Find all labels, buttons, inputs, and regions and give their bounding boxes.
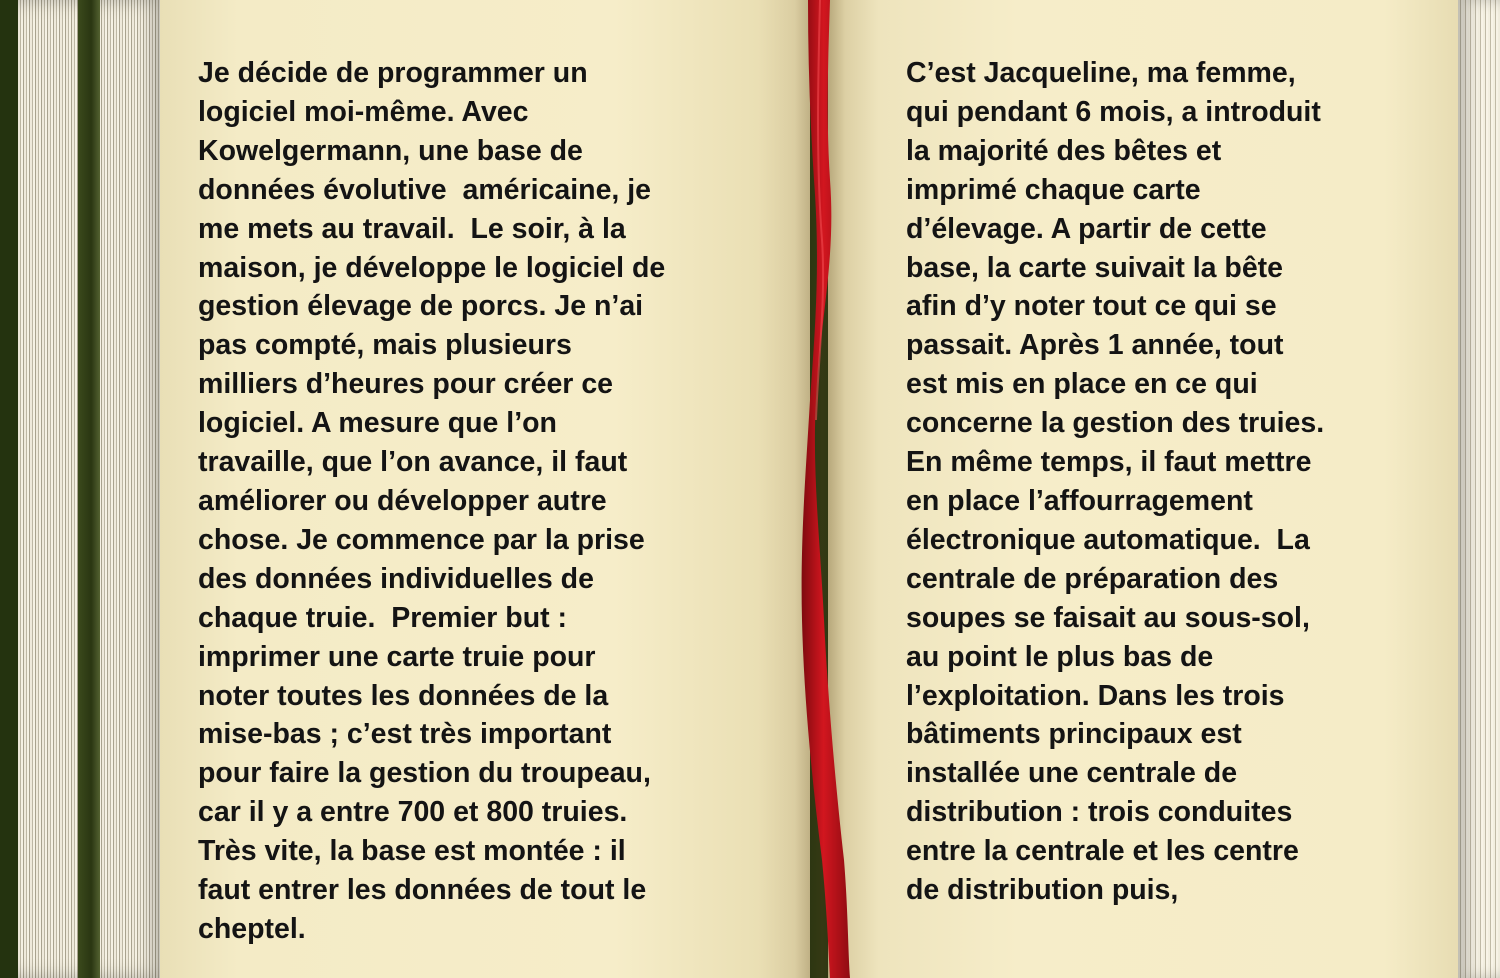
left-cover-gap <box>78 0 100 978</box>
left-text-line: imprimer une carte truie pour <box>198 640 596 673</box>
right-text-line: entre la centrale et les centre <box>906 835 1299 868</box>
right-text-line: base, la carte suivait la bête <box>906 251 1284 284</box>
left-text-line: Très vite, la base est montée : il <box>198 835 626 868</box>
left-text-line: cheptel. <box>198 912 306 945</box>
left-text-line: mise-bas ; c’est très important <box>198 718 612 751</box>
right-text-line: distribution : trois conduites <box>906 796 1293 829</box>
right-text-line: qui pendant 6 mois, a introduit <box>906 95 1321 128</box>
right-page-stack <box>1458 0 1500 978</box>
right-text-line: est mis en place en ce qui <box>906 368 1258 401</box>
left-text-line: chose. Je commence par la prise <box>198 523 645 556</box>
right-text-line: soupes se faisait au sous-sol, <box>906 601 1310 634</box>
left-text-line: faut entrer les données de tout le <box>198 874 647 907</box>
right-text-line: centrale de préparation des <box>906 562 1279 595</box>
left-text-line: logiciel moi-même. Avec <box>198 95 529 128</box>
left-text-line: maison, je développe le logiciel de <box>198 251 666 284</box>
left-text-line: données évolutive américaine, je <box>198 173 652 206</box>
left-text-line: pour faire la gestion du troupeau, <box>198 757 651 790</box>
right-text-line: C’est Jacqueline, ma femme, <box>906 57 1296 89</box>
left-text-line: travaille, que l’on avance, il faut <box>198 446 628 479</box>
left-page-text <box>198 54 665 949</box>
right-text-line: l’exploitation. Dans les trois <box>906 679 1285 712</box>
left-text-line: gestion élevage de porcs. Je n’ai <box>198 290 644 323</box>
left-text-line: Kowelgermann, une base de <box>198 134 583 167</box>
left-text-line: améliorer ou développer autre <box>198 484 607 517</box>
right-text-line: de distribution puis, <box>906 874 1179 907</box>
right-text-line: au point le plus bas de <box>906 640 1214 673</box>
left-text-line: me mets au travail. Le soir, à la <box>198 212 626 245</box>
bookmark-ribbon-icon <box>790 0 860 978</box>
left-text-line: des données individuelles de <box>198 562 594 595</box>
right-text-line: imprimé chaque carte <box>906 173 1201 206</box>
left-text-line: pas compté, mais plusieurs <box>198 329 572 362</box>
right-text-line: concerne la gestion des truies. <box>906 407 1325 440</box>
right-text-line: afin d’y noter tout ce qui se <box>906 290 1277 323</box>
right-text-line: passait. Après 1 année, tout <box>906 329 1284 362</box>
left-text-line: chaque truie. Premier but : <box>198 601 567 634</box>
left-text-line: logiciel. A mesure que l’on <box>198 407 557 440</box>
left-page-stack <box>18 0 168 978</box>
left-text-line: Je décide de programmer un <box>198 57 588 89</box>
right-text-line: bâtiments principaux est <box>906 718 1242 751</box>
left-text-line: noter toutes les données de la <box>198 679 609 712</box>
right-page-text <box>906 54 1324 910</box>
right-text-line: installée une centrale de <box>906 757 1238 790</box>
left-text-line: milliers d’heures pour créer ce <box>198 368 614 401</box>
right-text-line: d’élevage. A partir de cette <box>906 212 1267 245</box>
right-text-line: la majorité des bêtes et <box>906 134 1222 167</box>
right-text-line: électronique automatique. La <box>906 523 1310 556</box>
right-text-line: en place l’affourragement <box>906 484 1253 517</box>
left-text-line: car il y a entre 700 et 800 truies. <box>198 796 628 829</box>
right-text-line: En même temps, il faut mettre <box>906 446 1312 479</box>
